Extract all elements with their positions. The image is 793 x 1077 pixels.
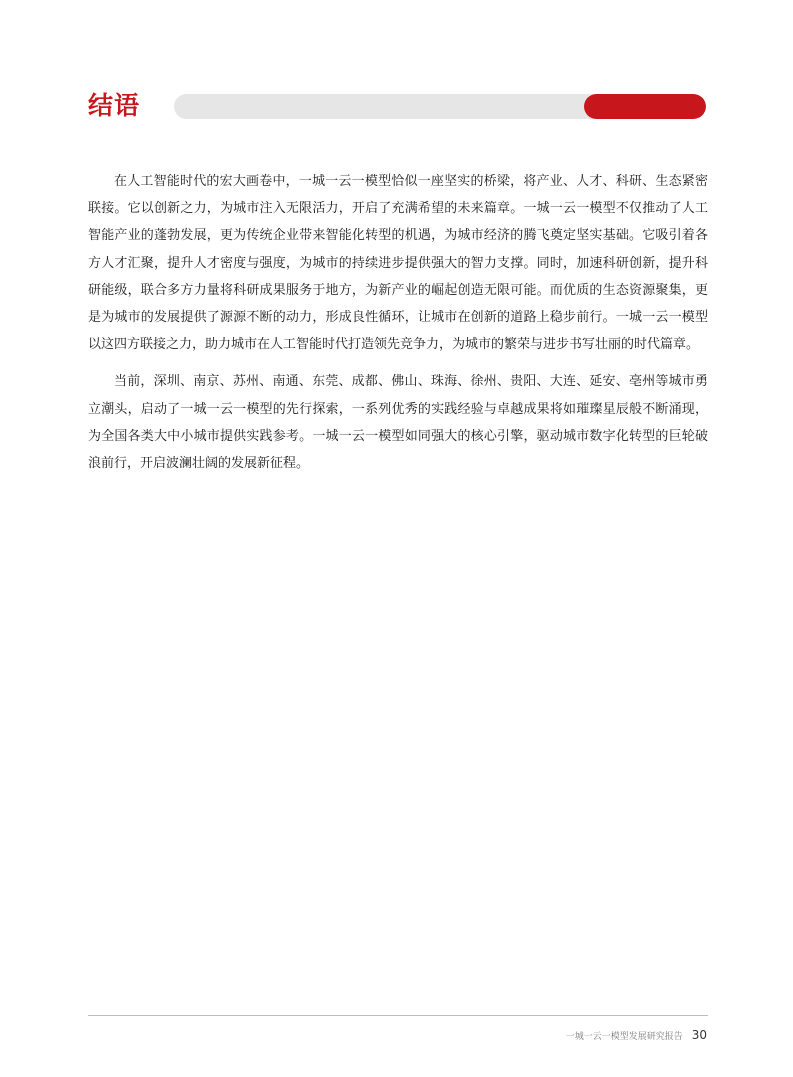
page-number: 30 <box>691 1028 707 1042</box>
page-title: 结语 <box>88 91 141 120</box>
paragraph: 在人工智能时代的宏大画卷中，一城一云一模型恰似一座坚实的桥梁，将产业、人才、科研、生态紧密联接。它以创新之力，为城市注入无限活力，开启了充满希望的未来篇章。一城一云一模型不仅推动了人工智能产业的蓬勃发展，更为传统企业带来智能化转型的机遇，为城市经济的腾飞奠定坚实基础。它吸引着各方人才汇聚，提升人才密度与强度，为城市的持续进步提供强大的智力支撑。同时，加速科研创新，提升科研能级，联合多方力量将科研成果服务于地方，为新产业的崛起创造无限可能。而优质的生态资源聚集，更是为城市的发展提供了源源不断的动力，形成良性循环，让城市在创新的道路上稳步前行。一城一云一模型以这四方联接之力，助力城市在人工智能时代打造领先竞争力，为城市的繁荣与进步书写壮丽的时代篇章。 <box>88 174 708 353</box>
paragraph: 当前，深圳、南京、苏州、南通、东莞、成都、佛山、珠海、徐州、贵阳、大连、延安、亳州等城市勇立潮头，启动了一城一云一模型的先行探索，一系列优秀的实践经验与卓越成果将如璀璨星辰般不断涌现，为全国各类大中小城市提供实践参考。一城一云一模型如同强大的核心引擎，驱动城市数字化转型的巨轮破浪前行，开启波澜壮阔的发展新征程。 <box>88 374 708 472</box>
body-text <box>88 168 708 487</box>
footer-divider <box>88 1015 708 1016</box>
footer-report-title: 一城一云一模型发展研究报告 <box>565 1032 683 1042</box>
page-footer <box>566 1028 707 1042</box>
title-bar-accent <box>584 94 706 119</box>
title-decorative-bar <box>174 94 706 119</box>
